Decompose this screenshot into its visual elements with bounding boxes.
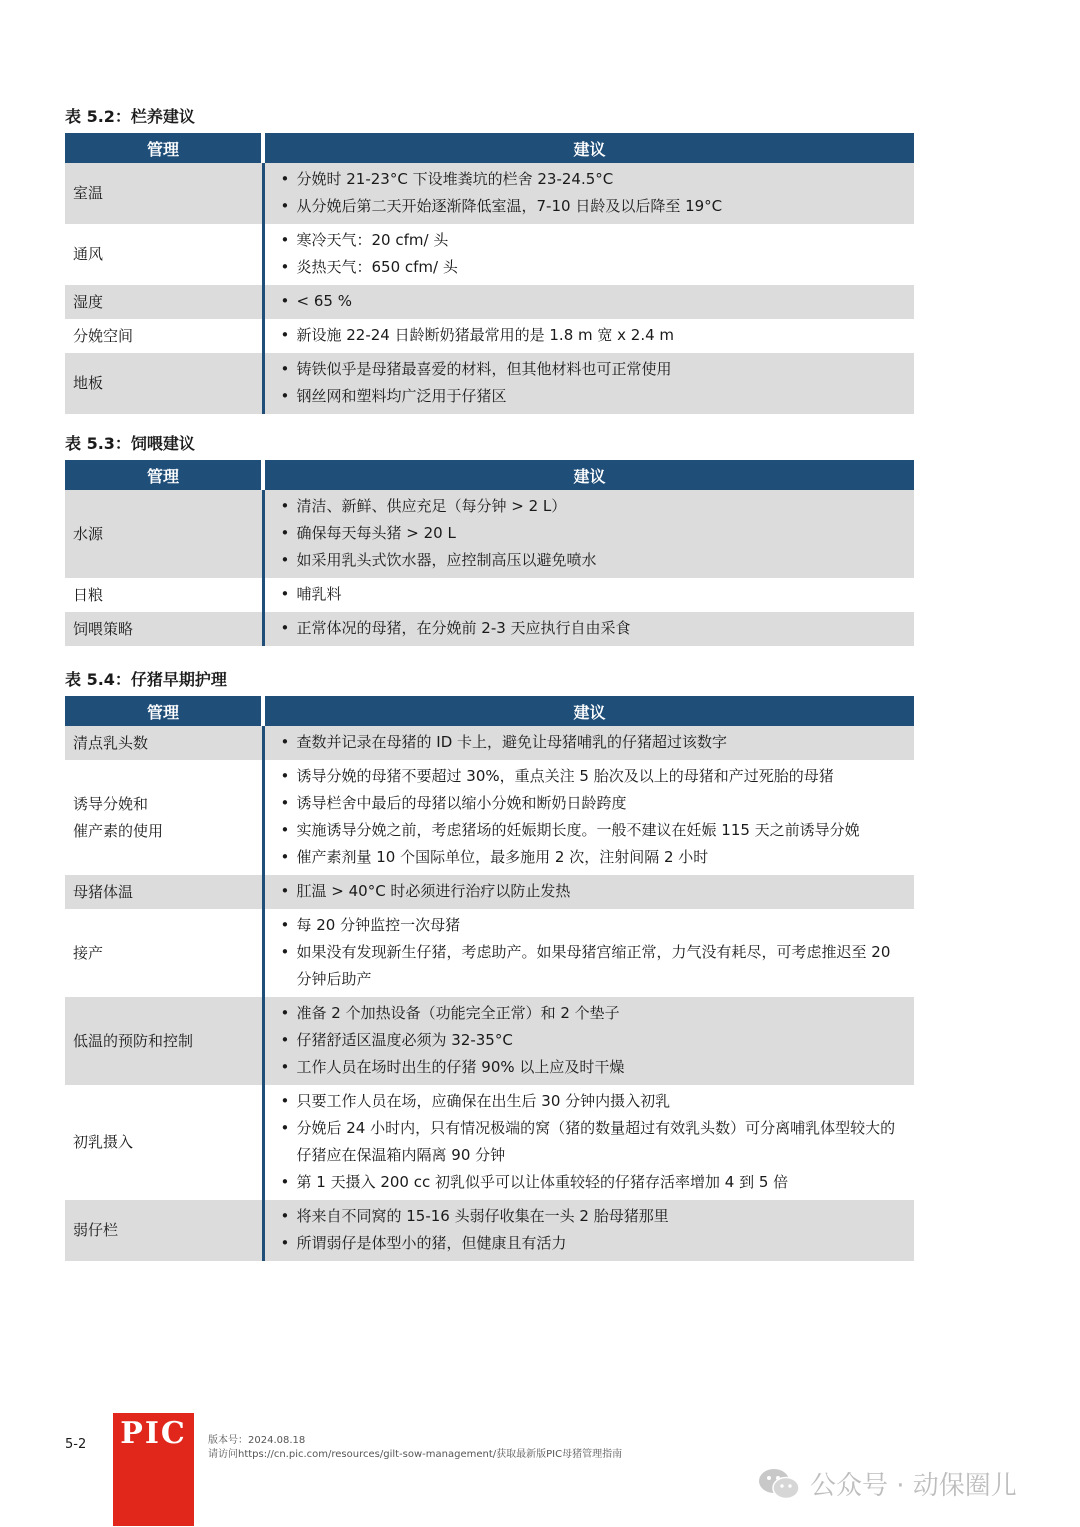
row-label-line: 催产素的使用 [73, 821, 164, 840]
row-label [65, 760, 263, 875]
list-item: • 如果没有发现新生仔猪，考虑助产。如果母猪宫缩正常，力气没有耗尽，可考虑推迟至 20 分钟后助产 [279, 939, 905, 993]
row-label: 弱仔栏 [65, 1200, 263, 1261]
row-content [263, 1200, 914, 1261]
list-item: • 将来自不同窝的 15-16 头弱仔收集在一头 2 胎母猪那里 [279, 1203, 905, 1230]
row-content [263, 490, 914, 578]
list-item: • 从分娩后第二天开始逐渐降低室温，7-10 日龄及以后降至 19°C [279, 193, 905, 220]
row-content [263, 726, 914, 760]
row-label: 水源 [65, 490, 263, 578]
row-label-line: 诱导分娩和 [73, 794, 149, 813]
list-item: • 如采用乳头式饮水器，应控制高压以避免喷水 [279, 547, 905, 574]
table-row [65, 875, 914, 909]
table-row [65, 1200, 914, 1261]
table-caption: 表 5.4：仔猪早期护理 [65, 670, 227, 689]
table-5-4 [65, 670, 914, 1261]
list-item: • 只要工作人员在场，应确保在出生后 30 分钟内摄入初乳 [279, 1088, 905, 1115]
table-row [65, 997, 914, 1085]
table-row [65, 285, 914, 319]
pic-logo: PIC [113, 1413, 194, 1526]
list-item: • 诱导分娩的母猪不要超过 30%，重点关注 5 胎次及以上的母猪和产过死胎的母猪 [279, 763, 905, 790]
page-number: 5-2 [65, 1437, 87, 1452]
row-label: 接产 [65, 909, 263, 997]
table-row [65, 163, 914, 224]
table-5-3 [65, 434, 914, 646]
row-label: 清点乳头数 [65, 726, 263, 760]
table-caption: 表 5.3：饲喂建议 [65, 434, 195, 453]
row-content [263, 612, 914, 646]
list-item: • 清洁、新鲜、供应充足（每分钟 > 2 L） [279, 493, 905, 520]
list-item: • 正常体况的母猪，在分娩前 2-3 天应执行自由采食 [279, 615, 905, 642]
table-row [65, 578, 914, 612]
row-label: 低温的预防和控制 [65, 997, 263, 1085]
table [65, 460, 914, 646]
row-label: 湿度 [65, 285, 263, 319]
header-recommendation: 建议 [263, 133, 914, 163]
row-content [263, 875, 914, 909]
table [65, 696, 914, 1261]
table-row [65, 224, 914, 285]
version-text: 版本号：2024.08.18 [208, 1435, 306, 1446]
list-item: • 分娩后 24 小时内，只有情况极端的窝（猪的数量超过有效乳头数）可分离哺乳体型较大的仔猪应在保温箱内隔离 90 分钟 [279, 1115, 905, 1169]
list-item: • 所谓弱仔是体型小的猪，但健康且有活力 [279, 1230, 905, 1257]
list-item: • 诱导栏舍中最后的母猪以缩小分娩和断奶日龄跨度 [279, 790, 905, 817]
row-content [263, 909, 914, 997]
header-management: 管理 [65, 696, 263, 726]
table-header-row [65, 696, 914, 726]
row-content [263, 1085, 914, 1200]
header-management: 管理 [65, 460, 263, 490]
list-item: • 炎热天气：650 cfm/ 头 [279, 254, 905, 281]
row-label: 通风 [65, 224, 263, 285]
list-item: • 寒冷天气：20 cfm/ 头 [279, 227, 905, 254]
list-item: • 确保每天每头猪 > 20 L [279, 520, 905, 547]
list-item: • 实施诱导分娩之前，考虑猪场的妊娠期长度。一般不建议在妊娠 115 天之前诱导分娩 [279, 817, 905, 844]
list-item: • < 65 % [279, 288, 905, 315]
table-row [65, 353, 914, 414]
footer-text [208, 1434, 622, 1462]
row-label: 日粮 [65, 578, 263, 612]
table-header-row [65, 133, 914, 163]
list-item: • 工作人员在场时出生的仔猪 90% 以上应及时干燥 [279, 1054, 905, 1081]
row-content [263, 353, 914, 414]
header-recommendation: 建议 [263, 460, 914, 490]
watermark [758, 1465, 1017, 1502]
visit-text: 请访问https://cn.pic.com/resources/gilt-sow-management/获取最新版PIC母猪管理指南 [208, 1449, 623, 1460]
table-caption: 表 5.2：栏养建议 [65, 107, 195, 126]
list-item: • 哺乳料 [279, 581, 905, 608]
table-row [65, 726, 914, 760]
list-item: • 仔猪舒适区温度必须为 32-35°C [279, 1027, 905, 1054]
watermark-text: 公众号 · 动保圈儿 [810, 1471, 1017, 1501]
list-item: • 第 1 天摄入 200 cc 初乳似乎可以让体重较轻的仔猪存活率增加 4 到 5 倍 [279, 1169, 905, 1196]
row-label: 初乳摄入 [65, 1085, 263, 1200]
row-label: 分娩空间 [65, 319, 263, 353]
list-item: • 分娩时 21-23°C 下设堆粪坑的栏舍 23-24.5°C [279, 166, 905, 193]
row-label: 饲喂策略 [65, 612, 263, 646]
table-5-2 [65, 107, 914, 414]
row-content [263, 285, 914, 319]
list-item: • 铸铁似乎是母猪最喜爱的材料，但其他材料也可正常使用 [279, 356, 905, 383]
row-content [263, 997, 914, 1085]
row-content [263, 163, 914, 224]
table-row [65, 1085, 914, 1200]
wechat-icon [758, 1467, 800, 1501]
list-item: • 每 20 分钟监控一次母猪 [279, 912, 905, 939]
row-label: 母猪体温 [65, 875, 263, 909]
row-content [263, 578, 914, 612]
table-row [65, 612, 914, 646]
row-content [263, 224, 914, 285]
header-management: 管理 [65, 133, 263, 163]
row-label: 室温 [65, 163, 263, 224]
table-row [65, 490, 914, 578]
list-item: • 新设施 22-24 日龄断奶猪最常用的是 1.8 m 宽 x 2.4 m [279, 322, 905, 349]
row-content [263, 760, 914, 875]
row-content [263, 319, 914, 353]
table [65, 133, 914, 414]
row-label: 地板 [65, 353, 263, 414]
list-item: • 准备 2 个加热设备（功能完全正常）和 2 个垫子 [279, 1000, 905, 1027]
list-item: • 肛温 > 40°C 时必须进行治疗以防止发热 [279, 878, 905, 905]
table-header-row [65, 460, 914, 490]
list-item: • 催产素剂量 10 个国际单位，最多施用 2 次，注射间隔 2 小时 [279, 844, 905, 871]
table-row [65, 909, 914, 997]
header-recommendation: 建议 [263, 696, 914, 726]
table-row [65, 319, 914, 353]
table-row [65, 760, 914, 875]
list-item: • 钢丝网和塑料均广泛用于仔猪区 [279, 383, 905, 410]
list-item: • 查数并记录在母猪的 ID 卡上，避免让母猪哺乳的仔猪超过该数字 [279, 729, 905, 756]
